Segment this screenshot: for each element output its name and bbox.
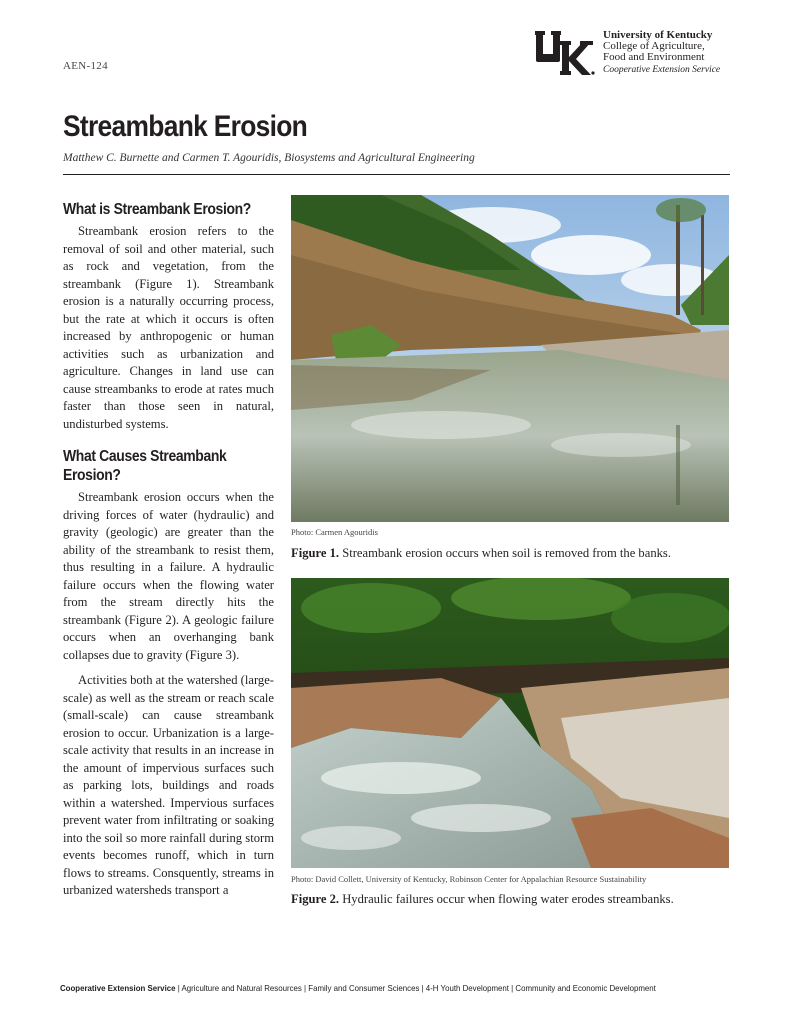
figure-2-caption	[291, 892, 674, 907]
footer-programs: | Agriculture and Natural Resources | Family and Consumer Sciences | 4-H Youth Development | Community and Economic Development	[177, 983, 656, 993]
college-line-2: Food and Environment	[603, 51, 705, 63]
paragraph: Streambank erosion refers to the removal of soil and other material, such as rock and vegetation, from the streambank (Figure 1). Streambank erosion is a naturally occurring process, but the rate at which it occurs is often increased by anthropogenic or human activities such as urbanization and agriculture. Changes in land use can cause streambanks to erode at rates much faster than those seen in natural, undisturbed systems.	[63, 224, 274, 431]
uk-logo	[535, 30, 595, 76]
publication-code: AEN-124	[63, 60, 108, 72]
figure-1-credit: Photo: Carmen Agouridis	[291, 527, 378, 537]
figure-2-photo	[291, 578, 729, 868]
figure-1-caption-text: Streambank erosion occurs when soil is removed from the banks.	[342, 546, 671, 560]
figure-2-label: Figure 2.	[291, 892, 340, 906]
footer-lead: Cooperative Extension Service	[60, 983, 176, 993]
title-divider	[63, 174, 730, 175]
figure-1-photo	[291, 195, 729, 522]
page-title: Streambank Erosion	[63, 110, 308, 143]
extension-service-label: Cooperative Extension Service	[603, 65, 721, 75]
section-heading-what-is: What is Streambank Erosion?	[63, 201, 251, 218]
body-column	[63, 200, 274, 908]
figure-2-credit: Photo: David Collett, University of Kentucky, Robinson Center for Appalachian Resource Sustainability	[291, 874, 647, 884]
uk-branding	[603, 30, 720, 76]
page-footer	[60, 983, 692, 993]
college-line-1: College of Agriculture,	[603, 40, 705, 52]
paragraph: Streambank erosion occurs when the driving forces of water (hydraulic) and gravity (geologic) are greater than the ability of the streambank to resist them, thus resulting in a failure. A hydraulic failure occurs when the flowing water from the stream directly hits the streambank (Figure 2). A geologic failure occurs when an overhanging bank collapses due to gravity (Figure 3).	[63, 490, 274, 662]
section-heading-what-causes: What Causes Streambank Erosion?	[63, 448, 227, 484]
figure-2-caption-text: Hydraulic failures occur when flowing water erodes streambanks.	[342, 892, 674, 906]
authors-line: Matthew C. Burnette and Carmen T. Agouridis, Biosystems and Agricultural Engineering	[63, 152, 475, 164]
figure-1-label: Figure 1.	[291, 546, 340, 560]
paragraph: Activities both at the watershed (large-scale) as well as the stream or reach scale (small-scale) can cause streambank erosion to occur. Urbanization is a large-scale activity that results in an increase in the amount of impervious surfaces such as parking lots, buildings and roads within a watershed. Impervious surfaces prevent water from infiltrating or soaking into the soil so more rainfall during storm events becomes runoff, which in turn flows to streams. Consquently, streams in urbanized watersheds transport a	[63, 673, 274, 897]
figure-1-caption	[291, 546, 671, 561]
university-name: University of Kentucky	[603, 29, 713, 41]
